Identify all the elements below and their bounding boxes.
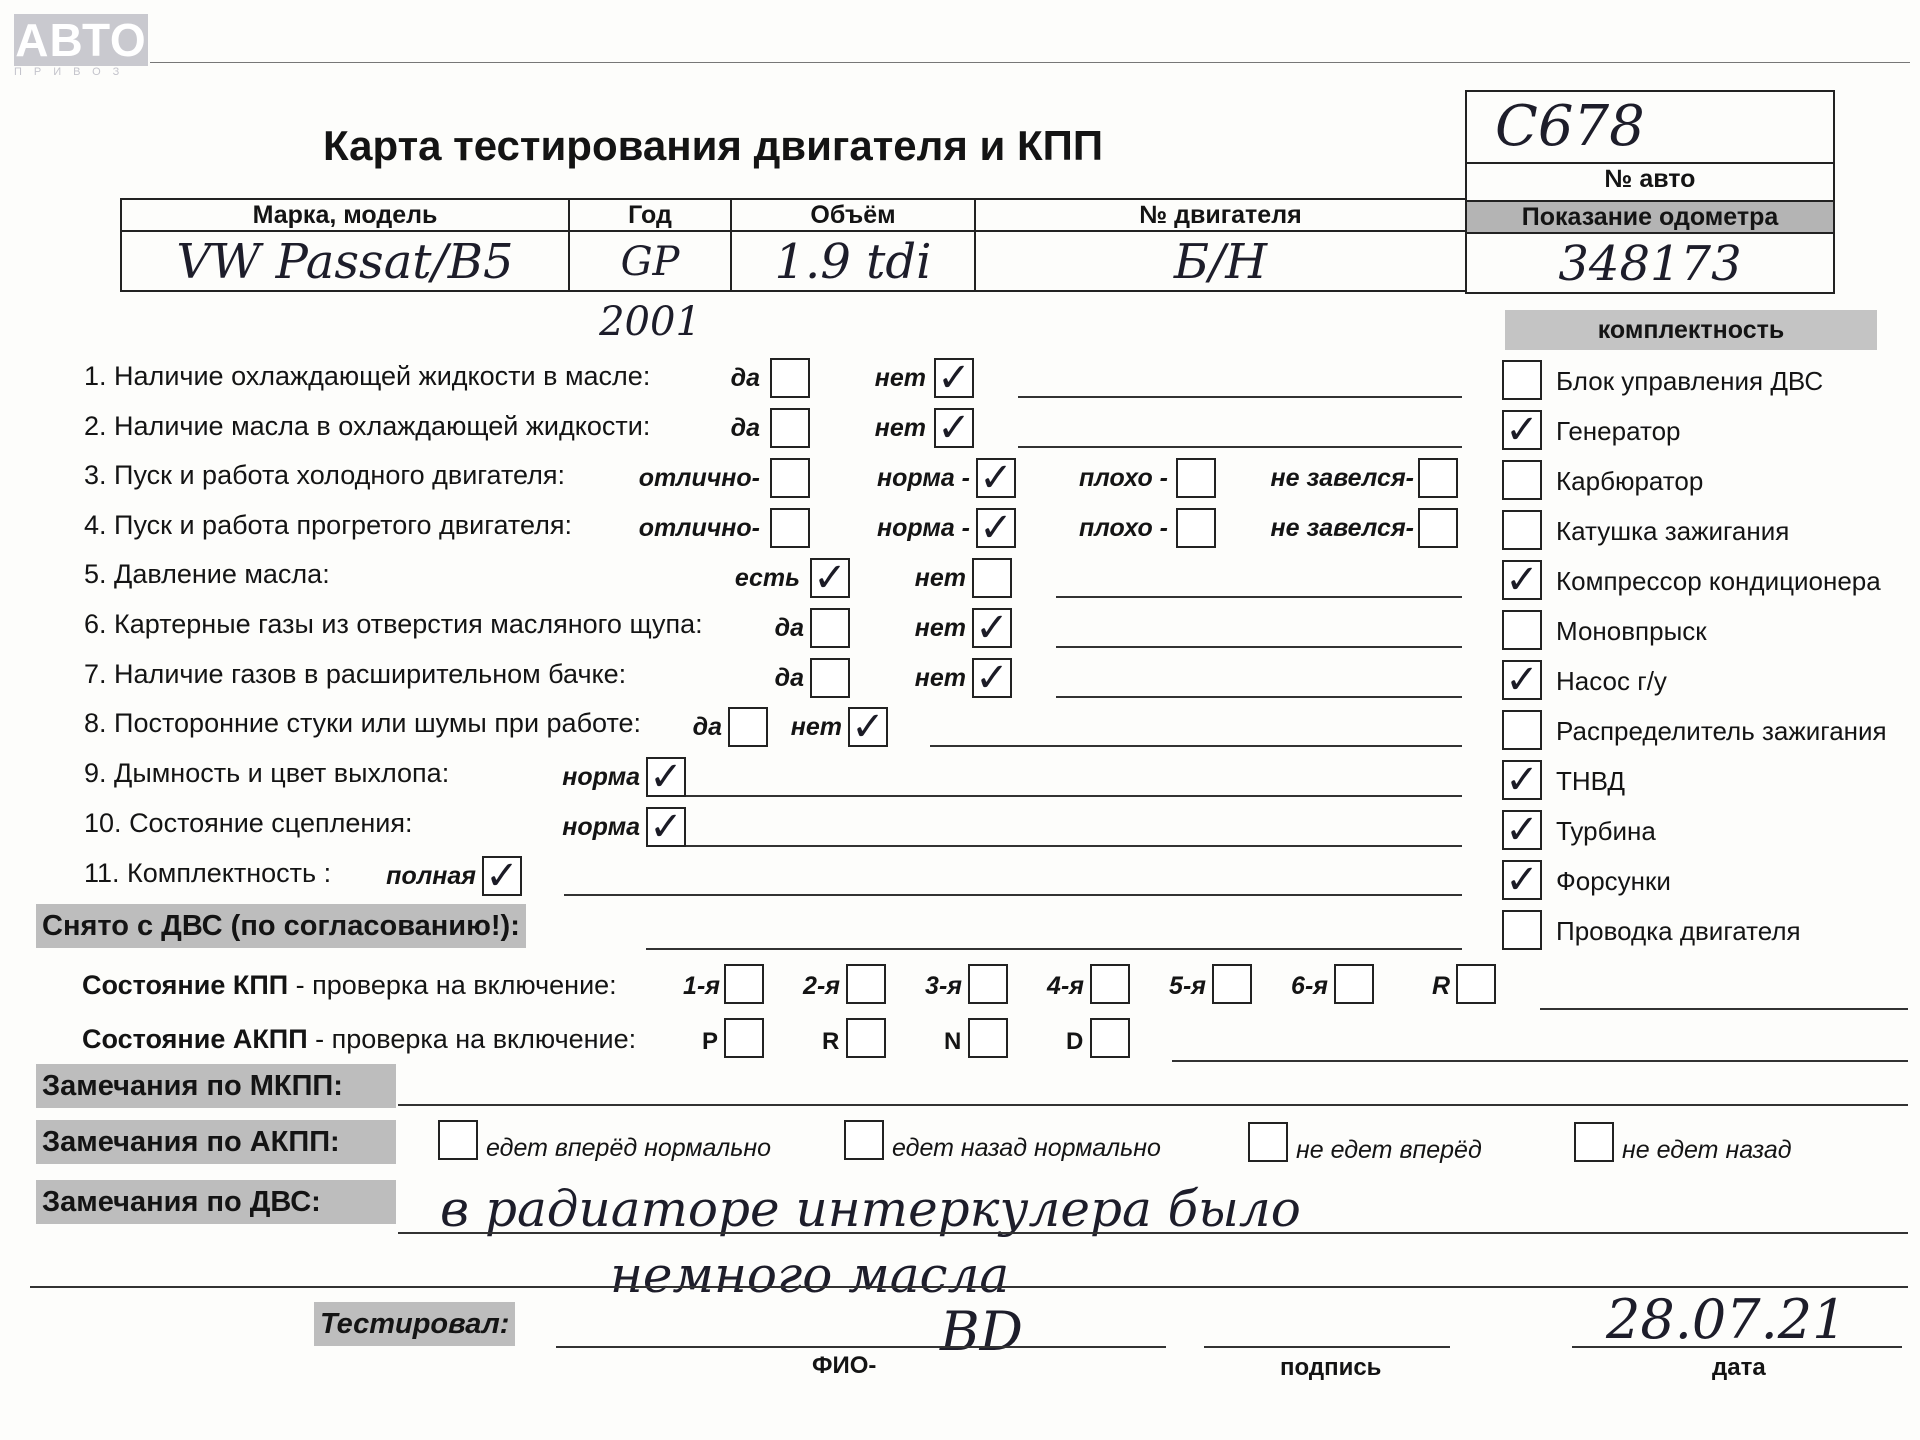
q4-otlichno-label: отлично- — [638, 514, 760, 542]
kit-ignition-coil-label: Катушка зажигания — [1556, 516, 1790, 546]
kit-ignition-coil-checkbox[interactable] — [1502, 510, 1542, 550]
header-year-value: GP 2001 — [568, 230, 732, 292]
q5-note-line — [1056, 596, 1462, 598]
q4-norma-label: норма - — [877, 514, 970, 542]
q6-note-line — [1056, 646, 1462, 648]
kpp-label: Состояние КПП - проверка на включение: — [82, 970, 617, 1000]
akpp-backward-ok-checkbox[interactable] — [844, 1120, 884, 1160]
kpp-gear-1-checkbox[interactable] — [724, 964, 764, 1004]
kpp-gear-r-label: R — [1431, 972, 1450, 1000]
kit-ecu-label: Блок управления ДВС — [1556, 366, 1824, 396]
q6-net-checkbox[interactable]: ✓ — [972, 608, 1012, 648]
q9-norma-label: норма — [562, 763, 640, 791]
header-brand-value: VW Passat/B5 — [120, 230, 570, 292]
logo: АВТО — [15, 14, 147, 66]
q8-net-checkbox[interactable]: ✓ — [848, 707, 888, 747]
logo-subtitle: ПРИВОЗ — [14, 66, 132, 78]
q7-net-checkbox[interactable]: ✓ — [972, 658, 1012, 698]
kit-engine-wiring-checkbox[interactable] — [1502, 910, 1542, 950]
page-title: Карта тестирования двигателя и КПП — [322, 122, 1104, 169]
akpp-note-line — [1172, 1060, 1908, 1062]
q6-da-checkbox[interactable] — [810, 608, 850, 648]
kit-injection-pump-checkbox[interactable]: ✓ — [1502, 760, 1542, 800]
q5-est-label: есть — [734, 564, 800, 592]
header-year-label: Год — [568, 198, 732, 232]
q3-ploho-label: плохо - — [1079, 464, 1168, 492]
q11-polnaya-checkbox[interactable]: ✓ — [482, 856, 522, 896]
q8-da-checkbox[interactable] — [728, 707, 768, 747]
q2-da-label: да — [730, 414, 760, 442]
akpp-label: Состояние АКПП - проверка на включение: — [82, 1024, 637, 1054]
q5-net-checkbox[interactable] — [972, 558, 1012, 598]
removed-note-line — [646, 948, 1462, 950]
tested-name: ВD — [940, 1300, 1023, 1363]
header-engine-number-label: № двигателя — [974, 198, 1467, 232]
car-number-box — [1465, 90, 1835, 164]
kit-generator-label: Генератор — [1556, 416, 1681, 446]
kit-mono-injection-label: Моновпрыск — [1556, 616, 1707, 646]
kpp-gear-4-label: 4-я — [1047, 972, 1084, 1000]
q3-ne-zavelsya-label: не завелся- — [1270, 464, 1414, 492]
q1-da-checkbox[interactable] — [770, 358, 810, 398]
kit-engine-wiring-label: Проводка двигателя — [1556, 916, 1801, 946]
q1-note-line — [1018, 396, 1462, 398]
kit-turbine-checkbox[interactable]: ✓ — [1502, 810, 1542, 850]
q1-da-label: да — [730, 364, 760, 392]
q5-est-checkbox[interactable]: ✓ — [810, 558, 850, 598]
remarks-dvs-line1: в радиаторе интеркулера было — [440, 1180, 1301, 1238]
kit-injectors-checkbox[interactable]: ✓ — [1502, 860, 1542, 900]
question-5: 5. Давление масла: — [84, 559, 330, 589]
fio-caption: ФИО- — [812, 1352, 877, 1379]
question-6: 6. Картерные газы из отверстия масляного щупа: — [84, 609, 703, 639]
signature-caption: подпись — [1280, 1354, 1382, 1381]
akpp-d-label: D — [1066, 1028, 1084, 1055]
kit-title: комплектность — [1505, 310, 1877, 350]
q11-polnaya-label: полная — [386, 862, 476, 890]
kit-power-steering-pump-label: Насос г/у — [1556, 666, 1667, 696]
q7-net-label: нет — [914, 664, 966, 692]
question-2: 2. Наличие масла в охлаждающей жидкости: — [84, 411, 651, 441]
kit-carburetor-checkbox[interactable] — [1502, 460, 1542, 500]
kit-ac-compressor-checkbox[interactable]: ✓ — [1502, 560, 1542, 600]
akpp-forward-ok-checkbox[interactable] — [438, 1120, 478, 1160]
kpp-note-line — [1540, 1008, 1908, 1010]
kpp-gear-6-checkbox[interactable] — [1334, 964, 1374, 1004]
kpp-gear-6-label: 6-я — [1291, 972, 1328, 1000]
q11-note-line — [564, 894, 1462, 896]
q7-note-line — [1056, 696, 1462, 698]
q8-da-label: да — [692, 713, 722, 741]
date-caption: дата — [1712, 1354, 1766, 1381]
top-rule — [150, 62, 1910, 63]
kit-generator-checkbox[interactable]: ✓ — [1502, 410, 1542, 450]
akpp-no-backward-checkbox[interactable] — [1574, 1122, 1614, 1162]
q4-ne-zavelsya-label: не завелся- — [1270, 514, 1414, 542]
kit-distributor-checkbox[interactable] — [1502, 710, 1542, 750]
header-volume-label: Объём — [730, 198, 976, 232]
kit-mono-injection-checkbox[interactable] — [1502, 610, 1542, 650]
kpp-gear-2-checkbox[interactable] — [846, 964, 886, 1004]
car-number-label: № авто — [1465, 164, 1835, 202]
akpp-forward-ok-label: едет вперёд нормально — [486, 1134, 772, 1162]
header-engine-number-value: Б/Н — [974, 230, 1467, 292]
q2-net-label: нет — [874, 414, 926, 442]
kit-injection-pump-label: ТНВД — [1556, 766, 1626, 796]
question-3: 3. Пуск и работа холодного двигателя: — [84, 460, 566, 490]
q10-note-line — [686, 845, 1462, 847]
q8-net-label: нет — [790, 713, 842, 741]
akpp-p-label: P — [702, 1028, 719, 1055]
header-odometer-value: 348173 — [1465, 232, 1835, 294]
akpp-no-forward-label: не едет вперёд — [1296, 1136, 1482, 1164]
removed-label: Снято с ДВС (по согласованию!): — [36, 904, 526, 948]
akpp-r-label: R — [822, 1028, 840, 1055]
q3-ne-zavelsya-checkbox[interactable] — [1418, 458, 1458, 498]
kit-carburetor-label: Карбюратор — [1556, 466, 1704, 496]
q4-ne-zavelsya-checkbox[interactable] — [1418, 508, 1458, 548]
akpp-n-checkbox[interactable] — [968, 1018, 1008, 1058]
remarks-mkpp-line — [398, 1104, 1908, 1106]
remarks-dvs-label: Замечания по ДВС: — [36, 1180, 396, 1224]
kpp-gear-4-checkbox[interactable] — [1090, 964, 1130, 1004]
kpp-gear-5-checkbox[interactable] — [1212, 964, 1252, 1004]
q4-ploho-label: плохо - — [1079, 514, 1168, 542]
q3-ploho-checkbox[interactable] — [1176, 458, 1216, 498]
akpp-no-backward-label: не едет назад — [1622, 1136, 1792, 1164]
q6-net-label: нет — [914, 614, 966, 642]
q2-net-checkbox[interactable]: ✓ — [934, 408, 974, 448]
kit-turbine-label: Турбина — [1556, 816, 1656, 846]
kit-injectors-label: Форсунки — [1556, 866, 1671, 896]
q10-norma-label: норма — [562, 813, 640, 841]
header-odometer-label: Показание одометра — [1465, 200, 1835, 234]
akpp-p-checkbox[interactable] — [724, 1018, 764, 1058]
q4-otlichno-checkbox[interactable] — [770, 508, 810, 548]
kpp-gear-2-label: 2-я — [803, 972, 840, 1000]
akpp-no-forward-checkbox[interactable] — [1248, 1122, 1288, 1162]
question-1: 1. Наличие охлаждающей жидкости в масле: — [84, 361, 651, 391]
q3-otlichno-checkbox[interactable] — [770, 458, 810, 498]
q10-norma-checkbox[interactable]: ✓ — [646, 807, 686, 847]
akpp-r-checkbox[interactable] — [846, 1018, 886, 1058]
kpp-gear-3-label: 3-я — [925, 972, 962, 1000]
question-4: 4. Пуск и работа прогретого двигателя: — [84, 510, 572, 540]
q9-norma-checkbox[interactable]: ✓ — [646, 757, 686, 797]
q1-net-label: нет — [874, 364, 926, 392]
question-7: 7. Наличие газов в расширительном бачке: — [84, 659, 627, 689]
kpp-gear-5-label: 5-я — [1169, 972, 1206, 1000]
q5-net-label: нет — [914, 564, 966, 592]
kpp-gear-1-label: 1-я — [683, 972, 720, 1000]
q6-da-label: да — [774, 614, 804, 642]
remarks-mkpp-label: Замечания по МКПП: — [36, 1064, 396, 1108]
q7-da-label: да — [774, 664, 804, 692]
q2-note-line — [1018, 446, 1462, 448]
kit-ecu-checkbox[interactable] — [1502, 360, 1542, 400]
kpp-gear-3-checkbox[interactable] — [968, 964, 1008, 1004]
q4-norma-checkbox[interactable]: ✓ — [976, 508, 1016, 548]
q9-note-line — [686, 795, 1462, 797]
tested-date: 28.07.21 — [1606, 1288, 1847, 1351]
q3-norma-label: норма - — [877, 464, 970, 492]
fio-line — [556, 1346, 1166, 1348]
car-number-value: C678 — [1495, 94, 1645, 159]
kit-power-steering-pump-checkbox[interactable]: ✓ — [1502, 660, 1542, 700]
question-8: 8. Посторонние стуки или шумы при работе: — [84, 708, 642, 738]
header-brand-label: Марка, модель — [120, 198, 570, 232]
q7-da-checkbox[interactable] — [810, 658, 850, 698]
q3-otlichno-label: отлично- — [638, 464, 760, 492]
question-9: 9. Дымность и цвет выхлопа: — [84, 758, 450, 788]
remarks-dvs-line2: немного масла — [610, 1246, 1010, 1304]
question-11: 11. Комплектность : — [84, 858, 332, 888]
question-10: 10. Состояние сцепления: — [84, 808, 413, 838]
q2-da-checkbox[interactable] — [770, 408, 810, 448]
signature-line — [1204, 1346, 1450, 1348]
akpp-d-checkbox[interactable] — [1090, 1018, 1130, 1058]
kit-distributor-label: Распределитель зажигания — [1556, 716, 1887, 746]
remarks-dvs-rule-1 — [398, 1232, 1908, 1234]
akpp-n-label: N — [944, 1028, 962, 1055]
q8-note-line — [930, 745, 1462, 747]
akpp-backward-ok-label: едет назад нормально — [892, 1134, 1161, 1162]
header-volume-value: 1.9 tdi — [730, 230, 976, 292]
q4-ploho-checkbox[interactable] — [1176, 508, 1216, 548]
q3-norma-checkbox[interactable]: ✓ — [976, 458, 1016, 498]
date-line — [1572, 1346, 1902, 1348]
tested-label: Тестировал: — [314, 1302, 515, 1346]
q1-net-checkbox[interactable]: ✓ — [934, 358, 974, 398]
remarks-akpp-label: Замечания по АКПП: — [36, 1120, 396, 1164]
kpp-gear-r-checkbox[interactable] — [1456, 964, 1496, 1004]
kit-ac-compressor-label: Компрессор кондиционера — [1556, 566, 1881, 596]
